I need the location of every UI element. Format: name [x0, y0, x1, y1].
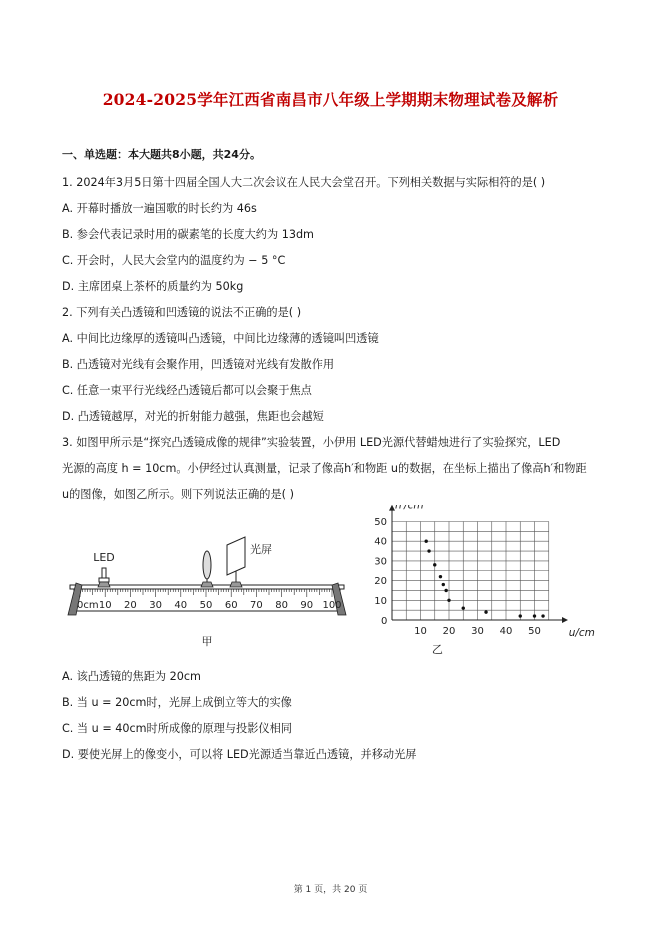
chart-x-arrow — [562, 617, 568, 623]
chart-x-tick-label: 20 — [442, 626, 456, 637]
chart-data-point — [444, 589, 447, 592]
q2-option-b: B. 凸透镜对光线有会聚作用，凹透镜对光线有发散作用 — [62, 358, 335, 371]
chart-x-label: u/cm — [568, 627, 595, 639]
chart-y-tick-label: 20 — [374, 576, 387, 588]
chart-data-point — [442, 583, 445, 586]
bench-scale-label: 40 — [174, 600, 188, 611]
chart-data-point — [462, 606, 465, 609]
figure-yi-chart — [374, 505, 595, 656]
chart-data-point — [484, 610, 487, 613]
convex-lens — [201, 551, 213, 587]
lens-holder — [201, 582, 213, 587]
q2-stem: 2. 下列有关凸透镜和凹透镜的说法不正确的是( ) — [62, 306, 302, 319]
q3-option-b: B. 当 u = 20cm时，光屏上成倒立等大的实像 — [62, 696, 292, 709]
chart-data-point — [541, 614, 544, 617]
q1-option-c: C. 开会时，人民大会堂内的温度约为 − 5 °C — [62, 254, 286, 267]
led-base — [99, 578, 109, 582]
bench-scale-label: 50 — [199, 600, 213, 611]
chart-data-point — [433, 563, 436, 566]
bench-scale-label: 0cm — [77, 600, 99, 611]
chart-data-point — [519, 614, 522, 617]
light-screen — [227, 537, 272, 587]
chart-x-tick-labels — [414, 626, 541, 637]
chart-data-point — [447, 599, 450, 602]
bench-scale-label: 30 — [149, 600, 162, 611]
q3-stem-line3: u的图像，如图乙所示。则下列说法正确的是( ) — [62, 488, 294, 501]
bench-scale-label: 70 — [250, 600, 263, 611]
optical-bench — [68, 537, 346, 648]
led-body — [102, 568, 106, 578]
bench-scale-label: 80 — [275, 600, 288, 611]
chart-grid — [392, 522, 549, 621]
chart-y-label: h′/cm — [395, 505, 424, 512]
chart-y-tick-label: 30 — [374, 556, 387, 568]
q1-option-d: D. 主席团桌上茶杯的质量约为 50kg — [62, 280, 244, 293]
bench-scale-label: 100 — [322, 600, 342, 611]
chart-y-tick-label: 10 — [374, 595, 387, 607]
q3-option-c: C. 当 u = 40cm时所成像的原理与投影仪相同 — [62, 722, 292, 735]
chart-data-point — [425, 540, 428, 543]
screen-holder — [230, 582, 242, 587]
chart-x-tick-label: 50 — [528, 626, 541, 637]
q3-option-a: A. 该凸透镜的焦距为 20cm — [62, 670, 201, 683]
chart-y-tick-label: 40 — [374, 536, 387, 548]
led-source — [93, 551, 115, 587]
led-label: LED — [93, 551, 115, 564]
q3-stem-line1: 3. 如图甲所示是“探究凸透镜成像的规律”实验装置，小伊用 LED光源代替蜡烛进行了实验探究，LED — [62, 436, 561, 449]
figure-yi-caption: 乙 — [431, 643, 443, 656]
bench-scale-label: 20 — [124, 600, 137, 611]
led-holder — [98, 582, 110, 587]
chart-data-point — [427, 549, 430, 552]
bench-scale-label: 60 — [224, 600, 238, 611]
chart-data-point — [533, 614, 536, 617]
q3-figure — [62, 505, 622, 665]
q1-option-a: A. 开幕时播放一遍国歌的时长约为 46s — [62, 202, 257, 215]
q1-option-b: B. 参会代表记录时用的碳素笔的长度大约为 13dm — [62, 228, 314, 241]
q2-option-d: D. 凸透镜越厚，对光的折射能力越强，焦距也会越短 — [62, 410, 324, 423]
chart-origin-label: 0 — [381, 616, 388, 627]
q3-option-d: D. 要使光屏上的像变小，可以将 LED光源适当靠近凸透镜，并移动光屏 — [62, 748, 417, 761]
chart-x-tick-label: 30 — [471, 626, 484, 637]
chart-data-point — [439, 575, 442, 578]
screen-panel — [227, 537, 245, 575]
bench-scale-label: 90 — [300, 600, 314, 611]
q2-option-c: C. 任意一束平行光线经凸透镜后都可以会聚于焦点 — [62, 384, 312, 397]
chart-x-tick-label: 10 — [414, 626, 427, 637]
lens-glass — [203, 551, 211, 579]
q1-stem: 1. 2024年3月5日第十四届全国人大二次会议在人民大会堂召开。下列相关数据与实际相符的是( ) — [62, 176, 546, 189]
page-title: 2024-2025学年江西省南昌市八年级上学期期末物理试卷及解析 — [102, 90, 559, 109]
chart-y-tick-labels — [374, 517, 387, 607]
q3-stem-line2: 光源的高度 h = 10cm。小伊经过认真测量，记录了像高h′和物距 u的数据，在坐标上描出了像高h′和物距 — [62, 462, 587, 475]
bench-scale-label: 10 — [98, 600, 112, 611]
figure-jia-caption: 甲 — [201, 635, 213, 648]
section-heading: 一、单选题：本大题共8小题，共24分。 — [62, 148, 261, 161]
q3-figure-svg — [62, 505, 622, 665]
chart-y-tick-label: 50 — [374, 517, 387, 528]
page-footer: 第 1 页，共 20 页 — [293, 885, 368, 895]
chart-x-tick-label: 40 — [499, 626, 513, 637]
screen-label: 光屏 — [250, 543, 272, 556]
q2-option-a: A. 中间比边缘厚的透镜叫凸透镜，中间比边缘薄的透镜叫凹透镜 — [62, 332, 379, 345]
